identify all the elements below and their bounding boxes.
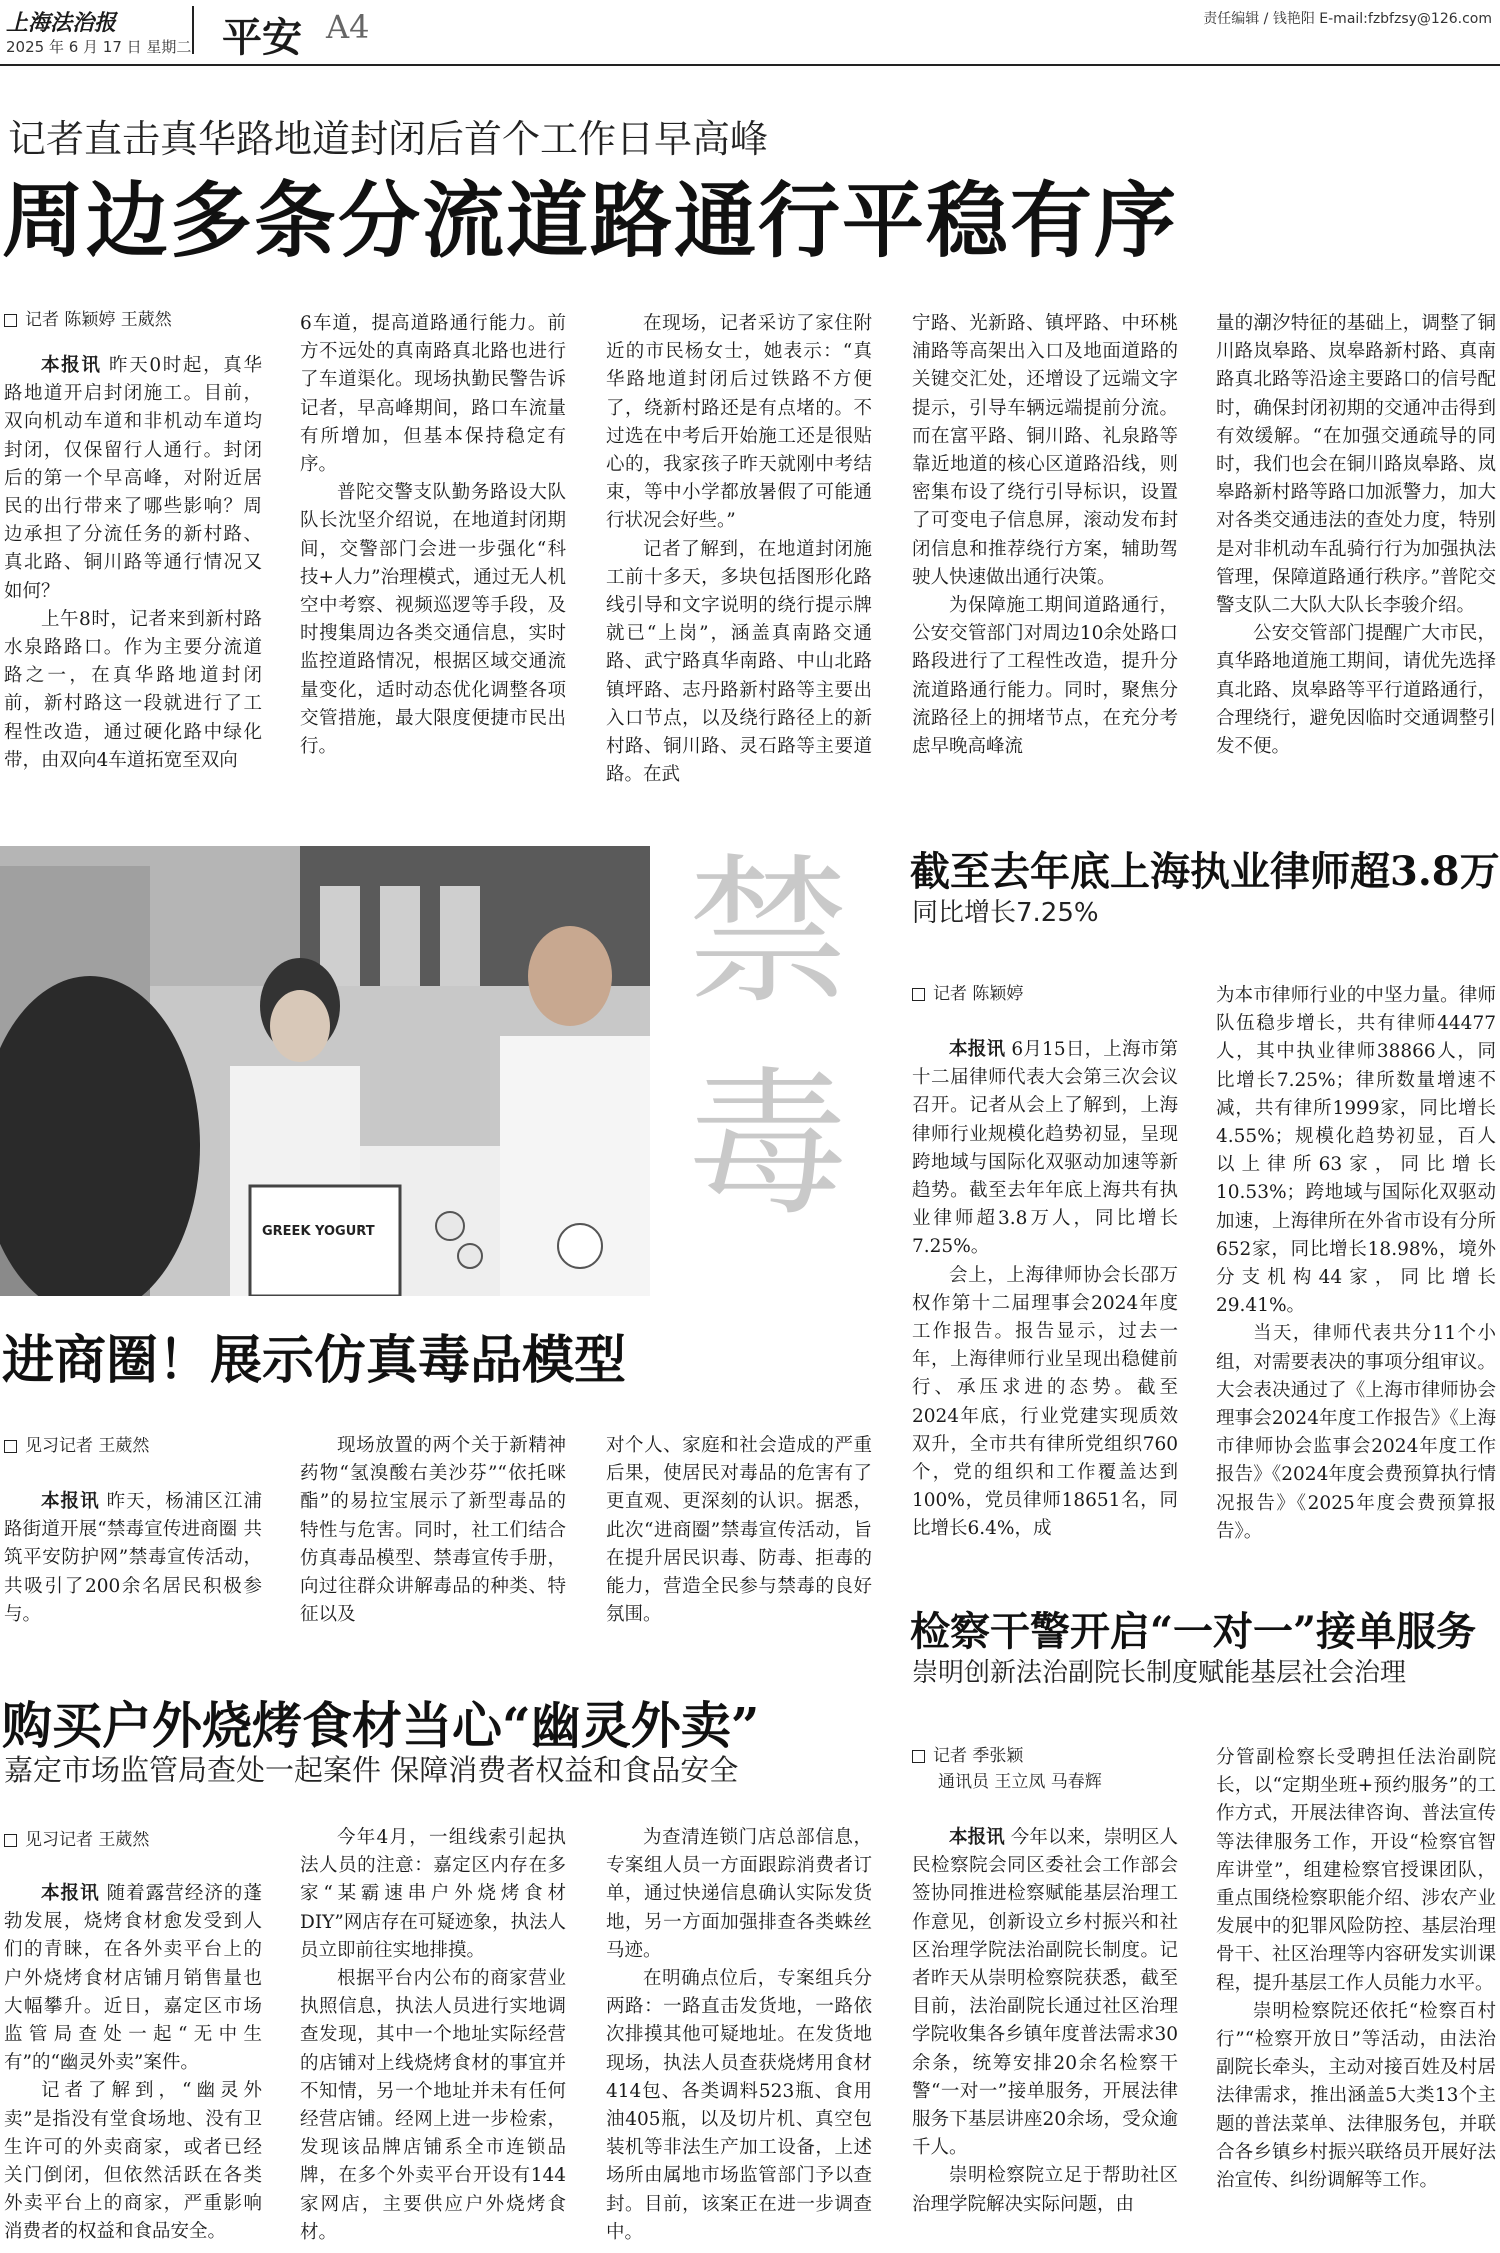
byline-box-icon — [912, 1750, 925, 1763]
editor-info: 责任编辑 / 钱艳阳 E-mail:fzbfzsy@126.com — [1203, 11, 1492, 27]
article2-col3: 对个人、家庭和社会造成的严重后果，使居民对毒品的危害有了更直观、更深刻的认识。据悉，此次“进商圈”禁毒宣传活动，旨在提升居民识毒、防毒、拒毒的能力，营造全民参与禁毒的良好氛围。 — [606, 1435, 872, 1626]
article1-col1: 本报讯 昨天0时起，真华路地道开启封闭施工。目前，双向机动车道和非机动车道均封闭，仅保留行人通行。封闭后的第一个早高峰，对附近居民的出行带来了哪些影响？周边承担了分流任务的新村路、真北路、铜川路等通行情况又如何？ 上午8时，记者来到新村路水泉路路口。作为主要分流道路之一，在真华路地道封闭前，新村路这一段就进行了工程性改造，通过硬化路中绿化带，由双向4车道拓宽至双向 — [4, 355, 262, 771]
article1-byline: 记者 陈颖婷 王葳然 — [4, 308, 172, 332]
article5-col1: 本报讯 今年以来，崇明区人民检察院会同区委社会工作部会签协同推进检察赋能基层治理工作意见，创新设立乡村振兴和社区治理学院法治副院长制度。记者昨天从崇明检察院获悉，截至目前，法治副院长通过社区治理学院收集各乡镇年度普法需求30余条，统筹安排20余名检察干警“一对一”接单服务，开展法律服务下基层讲座20余场，受众逾千人。 崇明检察院立足于帮助社区治理学院解决实际问题，由 — [912, 1827, 1178, 2215]
masthead-divider — [192, 6, 194, 54]
article1-col3: 在现场，记者采访了家住附近的市民杨女士，她表示：“真华路地道封闭后过铁路不方便了，绕新村路还是有点堵的。不过选在中考后开始施工还是很贴心的，我家孩子昨天就刚中考结束，等中小学都放暑假了可能通行状况会好些。” 记者了解到，在地道封闭施工前十多天，多块包括图形化路线引导和文字说明的绕行提示牌就已“上岗”，涵盖真南路交通路、武宁路真华南路、中山北路镇坪路、志丹路新村路等主要出入口节点，以及绕行路径上的新村路、铜川路、灵石路等主要道路。在武 — [606, 313, 872, 786]
article4-byline: 见习记者 王葳然 — [4, 1828, 149, 1852]
masthead-rule — [0, 64, 1500, 66]
article3-subtitle: 同比增长7.25% — [912, 898, 1099, 928]
article5-col2: 分管副检察长受聘担任法治副院长，以“定期坐班+预约服务”的工作方式，开展法律咨询、普法宣传等法律服务工作，开设“检察官智库讲堂”，组建检察官授课团队，重点围绕检察职能介绍、涉农产业发展中的犯罪风险防控、基层治理骨干、社区治理等内容研发实训课程，提升基层工作人员能力水平。 崇明检察院还依托“检察百村行”“检察开放日”等活动，由法治副院长牵头，主动对接百姓及村居法律需求，推出涵盖5大类13个主题的普法菜单、法律服务包，并联合各乡镇乡村振兴联络员开展好法治宣传、纠纷调解等工作。 — [1216, 1747, 1496, 2192]
article2-col1: 本报讯 昨天，杨浦区江浦路街道开展“禁毒宣传进商圈 共筑平安防护网”禁毒宣传活动，共吸引了200余名居民积极参与。 — [4, 1491, 262, 1625]
big-char-1: 禁 — [688, 839, 849, 1026]
byline-box-icon — [912, 988, 925, 1001]
article2-title: 进商圈！展示仿真毒品模型 — [2, 1330, 627, 1391]
masthead — [0, 0, 1500, 62]
article2-byline: 见习记者 王葳然 — [4, 1434, 149, 1458]
article4-col3: 为查清连锁门店总部信息，专案组人员一方面跟踪消费者订单，通过快递信息确认实际发货地，另一方面加强排查各类蛛丝马迹。 在明确点位后，专案组兵分两路：一路直击发货地，一路依次排摸其他可疑地址。在发货地现场，执法人员查获烧烤用食材414包、各类调料523瓶、食用油405瓶，以及切片机、真空包装机等非法生产加工设备，上述场所由属地市场监管部门予以查封。目前，该案正在进一步调查中。 — [606, 1827, 872, 2243]
page-number: A4 — [326, 8, 370, 46]
article2-col2: 现场放置的两个关于新精神药物“氢溴酸右美沙芬”“依托咪酯”的易拉宝展示了新型毒品的特性与危害。同时，社工们结合仿真毒品模型、禁毒宣传手册，向过往群众讲解毒品的种类、特征以及 — [300, 1435, 566, 1626]
byline-box-icon — [4, 1834, 17, 1847]
article1-title: 周边多条分流道路通行平稳有序 — [2, 173, 1179, 269]
article3-title: 截至去年底上海执业律师超3.8万 — [910, 848, 1500, 895]
byline-box-icon — [4, 314, 17, 327]
article1-col2: 6车道，提高道路通行能力。前方不远处的真南路真北路也进行了车道渠化。现场执勤民警告诉记者，早高峰期间，路口车流量有所增加，但基本保持稳定有序。 普陀交警支队勤务路设大队队长沈坚介绍说，在地道封闭期间，交警部门会进一步强化“科技+人力”治理模式，通过无人机空中考察、视频巡逻等手段，及时搜集周边各类交通信息，实时监控道路情况，根据区域交通流量变化，适时动态优化调整各项交管措施，最大限度便捷市民出行。 — [300, 313, 566, 758]
article4-title: 购买户外烧烤食材当心“幽灵外卖” — [2, 1696, 760, 1755]
article3-byline: 记者 陈颖婷 — [912, 982, 1023, 1006]
article1-col4: 宁路、光新路、镇坪路、中环桃浦路等高架出入口及地面道路的关键交汇处，还增设了远端文字提示，引导车辆远端提前分流。而在富平路、铜川路、礼泉路等靠近地道的核心区道路沿线，则密集布设了绕行引导标识，设置了可变电子信息屏，滚动发布封闭信息和推荐绕行方案，辅助驾驶人快速做出通行决策。 为保障施工期间道路通行，公安交管部门对周边10余处路口路段进行了工程性改造，提升分流道路通行能力。同时，聚焦分流路径上的拥堵节点，在充分考虑早晚高峰流 — [912, 313, 1178, 758]
article5-byline: 记者 季张颖 — [912, 1744, 1023, 1768]
article5-title: 检察干警开启“一对一”接单服务 — [910, 1608, 1477, 1655]
article4-subtitle: 嘉定市场监管局查处一起案件 保障消费者权益和食品安全 — [4, 1753, 739, 1787]
article1-kicker: 记者直击真华路地道封闭后首个工作日早高峰 — [8, 117, 769, 161]
section-name: 平安 — [222, 14, 302, 61]
paper-name: 上海法治报 — [6, 10, 117, 36]
article4-col1: 本报讯 随着露营经济的蓬勃发展，烧烤食材愈发受到人们的青睐，在各外卖平台上的户外烧烤食材店铺月销售量也大幅攀升。近日，嘉定区市场监管局查处一起“无中生有”的“幽灵外卖”案件。 记者了解到，“幽灵外卖”是指没有堂食场地、没有卫生许可的外卖商家，或者已经关门倒闭，但依然活跃在各类外卖平台上的商家，严重影响消费者的权益和食品安全。 — [4, 1883, 262, 2243]
bag-text: GREEK YOGURT — [262, 1224, 375, 1239]
article5-subtitle: 崇明创新法治副院长制度赋能基层社会治理 — [912, 1658, 1407, 1688]
article3-col1: 本报讯 6月15日，上海市第十二届律师代表大会第三次会议召开。记者从会上了解到，上海律师行业规模化趋势初显，呈现跨地域与国际化双驱动加速等新趋势。截至去年年底上海共有执业律师超3.8万人，同比增长7.25%。 会上，上海律师协会长邵万权作第十二届理事会2024年度工作报告。报告显示，过去一年，上海律师行业呈现出稳健前行、承压求进的态势。截至2024年底，行业党建实现质效双升，全市共有律所党组织760个，党的组织和工作覆盖达到100%，党员律师18651名，同比增长6.4%，成 — [912, 1039, 1178, 1540]
news-photo — [0, 846, 650, 1296]
article4-col2: 今年4月，一组线索引起执法人员的注意：嘉定区内存在多家“某霸速串户外烧烤食材DIY”网店存在可疑迹象，执法人员立即前往实地排摸。 根据平台内公布的商家营业执照信息，执法人员进行实地调查发现，其中一个地址实际经营的店铺对上线烧烤食材的事宜并不知情，另一个地址并未有任何经营店铺。经网上进一步检索，发现该品牌店铺系全市连锁品牌，在多个外卖平台开设有144家网店，主要供应户外烧烤食材。 — [300, 1827, 566, 2243]
byline-box-icon — [4, 1440, 17, 1453]
issue-date: 2025 年 6 月 17 日 星期二 — [6, 38, 192, 56]
article3-col2: 为本市律师行业的中坚力量。律师队伍稳步增长，共有律师44477人，其中执业律师38866人，同比增长7.25%；律所数量增速不减，共有律所1999家，同比增长4.55%；规模化趋势初显，百人以上律所63家，同比增长10.53%；跨地域与国际化双驱动加速，上海律所在外省市设有分所652家，同比增长18.98%，境外分支机构44家，同比增长29.41%。 当天，律师代表共分11个小组，对需要表决的事项分组审议。大会表决通过了《上海市律师协会理事会2024年度工作报告》《上海市律师协会监事会2024年度工作报告》《2024年度会费预算执行情况报告》《2025年度会费预算报告》。 — [1216, 985, 1496, 1542]
big-char-2: 毒 — [688, 1051, 849, 1238]
article1-col5: 量的潮汐特征的基础上，调整了铜川路岚皋路、岚皋路新村路、真南路真北路等沿途主要路口的信号配时，确保封闭初期的交通冲击得到有效缓解。“在加强交通疏导的同时，我们也会在铜川路岚皋路、岚皋路新村路等路口加派警力，加大对各类交通违法的查处力度，特别是对非机动车乱骑行行为加强执法管理，保障道路通行秩序。”普陀交警支队二大队大队长李骏介绍。 公安交管部门提醒广大市民，真华路地道施工期间，请优先选择真北路、岚皋路等平行道路通行，合理绕行，避免因临时交通调整引发不便。 — [1216, 313, 1496, 758]
article5-byline2: 通讯员 王立凤 马春辉 — [938, 1772, 1102, 1792]
